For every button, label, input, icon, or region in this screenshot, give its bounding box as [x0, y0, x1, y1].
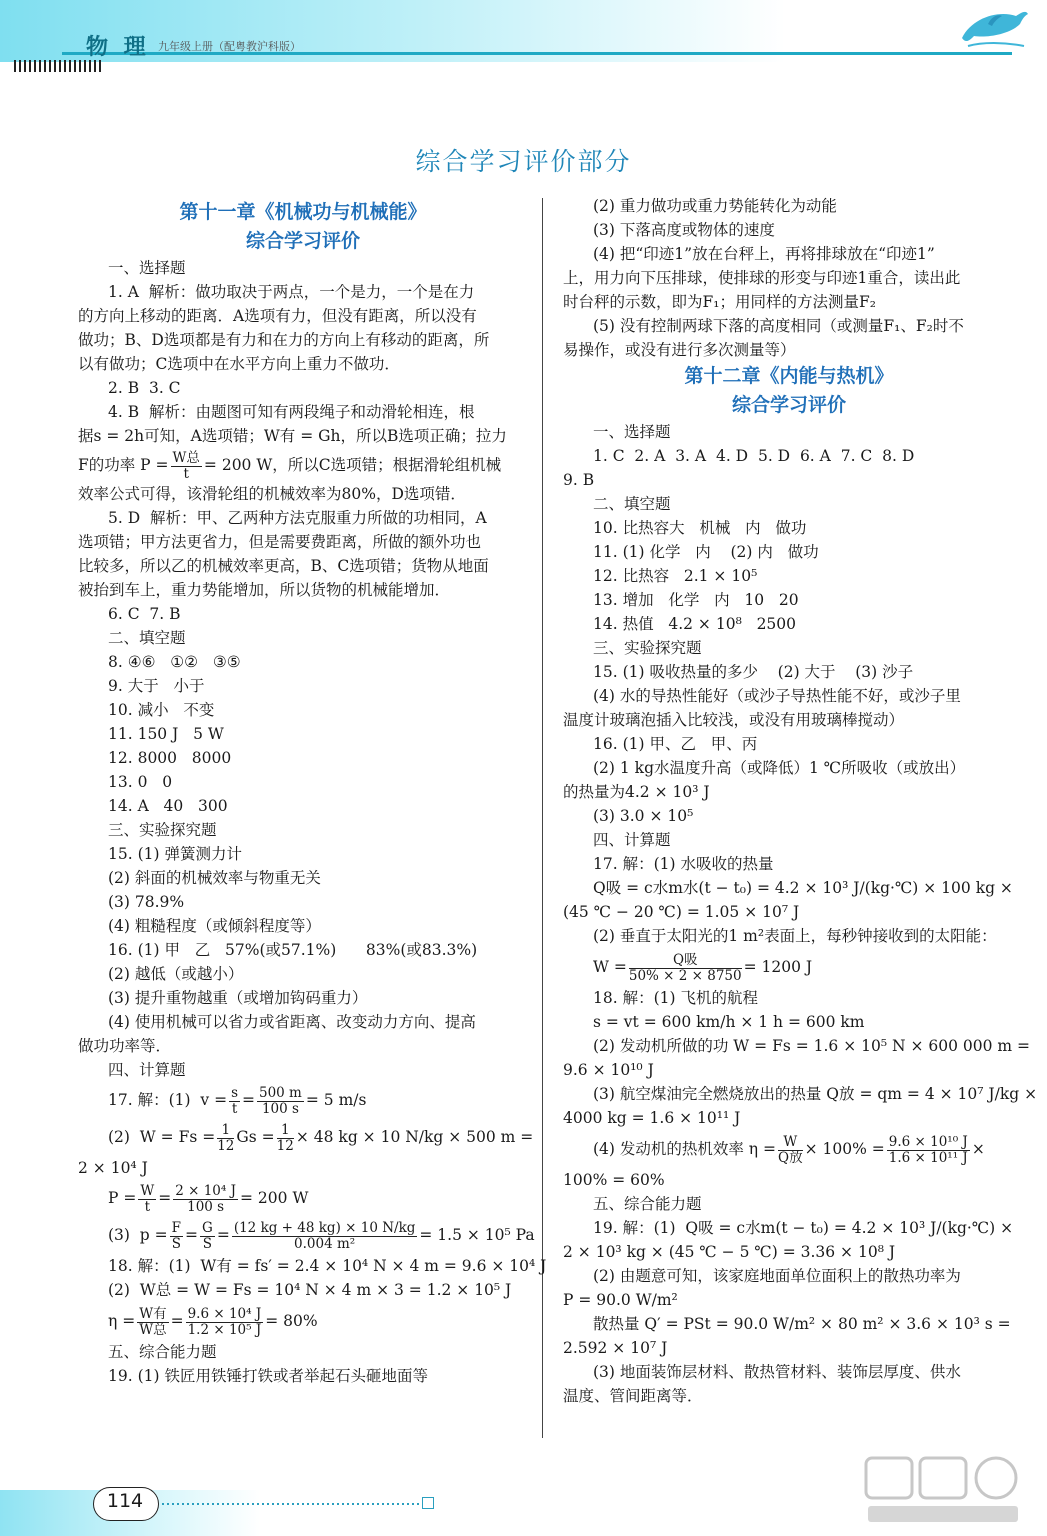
formula-line — [563, 1130, 1015, 1168]
formula-text: (3) p = — [108, 1226, 168, 1244]
formula-text: = 1.5 × 10⁵ Pa — [419, 1226, 535, 1244]
answer-line: 12. 比热容 2.1 × 10⁵ — [593, 567, 758, 585]
answer-line: 19. 解：(1) Q吸 = c水m(t − t₀) = 4.2 × 10³ J/(kg·℃) × — [593, 1219, 1014, 1237]
formula-line — [78, 1302, 528, 1340]
numerator: s — [231, 1084, 238, 1101]
answer-line: 9. 大于 小于 — [108, 677, 205, 695]
answer-line: (3) 78.9% — [108, 893, 185, 911]
answer-line: 19. (1) 铁匠用铁锤打铁或者举起石头砸地面等 — [108, 1367, 428, 1385]
answer-line: (3) 下落高度或物体的速度 — [593, 221, 775, 239]
chapter-11-subtitle: 综合学习评价 — [245, 230, 360, 252]
formula-text: = — [170, 1312, 184, 1330]
formula-text: W = — [593, 958, 627, 976]
answer-line: (2) 由题意可知，该家庭地面单位面积上的散热功率为 — [593, 1267, 961, 1285]
section-heading: 二、填空题 — [593, 495, 671, 513]
formula-text: = 1200 J — [743, 958, 813, 976]
numerator: 500 m — [259, 1084, 302, 1101]
fraction — [277, 1123, 294, 1154]
fraction — [173, 1184, 238, 1215]
numerator: 1 — [217, 1123, 234, 1139]
denominator: 50% × 2 × 8750 — [628, 967, 742, 984]
answer-line: 11. (1) 化学 内 (2) 内 做功 — [593, 543, 819, 561]
answer-line: 13. 增加 化学 内 10 20 — [593, 591, 799, 609]
section-heading: 一、选择题 — [593, 423, 671, 441]
answer-line: 比较多，所以乙的机械效率更高，B、C选项错；货物从地面 — [78, 557, 489, 575]
dolphin-logo-icon — [958, 4, 1030, 52]
answer-line: 2.592 × 10⁷ J — [563, 1339, 668, 1357]
fraction — [171, 451, 202, 482]
fraction — [232, 1221, 418, 1252]
left-column — [78, 198, 547, 1388]
formula-text: F的功率 P = — [78, 456, 169, 474]
formula-line — [78, 1216, 535, 1254]
numerator: 1 — [277, 1123, 294, 1139]
formula-text: = — [158, 1189, 172, 1207]
denominator: 100 s — [261, 1100, 299, 1117]
answer-line: 散热量 Q′ = PSt = 90.0 W/m² × 80 m² × 3.6 × 10³ s = — [593, 1315, 1011, 1333]
denominator: 12 — [217, 1137, 235, 1154]
section-heading: 二、填空题 — [108, 629, 186, 647]
answer-line: 9.6 × 10¹⁰ J — [563, 1061, 654, 1079]
numerator: F — [171, 1219, 182, 1236]
denominator: 100 s — [187, 1198, 225, 1215]
fraction — [887, 1135, 970, 1166]
formula-text: = — [185, 1226, 199, 1244]
answer-line: 9. B — [563, 471, 595, 489]
answer-line: (2) 重力做功或重力势能转化为动能 — [593, 197, 837, 215]
watermark-logo-icon — [858, 1450, 1028, 1528]
answer-line: 4. B 解析：由题图可知有两段绳子和动滑轮相连，根 — [108, 403, 475, 421]
fraction — [138, 1184, 156, 1215]
answer-line: 1. C 2. A 3. A 4. D 5. D 6. A 7. C 8. D — [593, 447, 915, 465]
denominator: 1.2 × 10⁵ J — [187, 1321, 262, 1338]
answer-line: 易操作，或没有进行多次测量等） — [563, 341, 796, 359]
denominator: 0.004 m² — [294, 1235, 356, 1252]
section-heading: 三、实验探究题 — [593, 639, 702, 657]
answer-line: 15. (1) 吸收热量的多少 (2) 大于 (3) 沙子 — [593, 663, 914, 681]
answer-line: 以有做功；C选项中在水平方向上重力不做功． — [78, 355, 400, 373]
numerator: 2 × 10⁴ J — [175, 1182, 237, 1199]
formula-line — [78, 1180, 528, 1216]
answer-line: Q吸 = c水m水(t − t₀) = 4.2 × 10³ J/(kg·℃) × 100 kg × — [593, 879, 1013, 897]
denominator: t — [144, 1198, 150, 1215]
chapter-12-subtitle: 综合学习评价 — [731, 394, 846, 416]
section-heading: 一、选择题 — [108, 259, 186, 277]
section-heading: 五、综合能力题 — [108, 1343, 217, 1361]
column-divider — [542, 198, 543, 1438]
formula-text: = 5 m/s — [305, 1091, 367, 1109]
fraction — [257, 1086, 304, 1117]
numerator: G — [202, 1219, 213, 1236]
answer-line: (5) 没有控制两球下落的高度相同（或测量F₁、F₂时不 — [593, 317, 964, 335]
formula-line — [563, 948, 1015, 986]
answer-line: 选项错；甲方法更省力，但是需要费距离，所做的额外功也 — [78, 533, 482, 551]
formula-text: (4) 发动机的热机效率 η = — [593, 1140, 777, 1158]
denominator: t — [183, 465, 189, 482]
numerator: 9.6 × 10⁴ J — [187, 1305, 262, 1322]
numerator: W — [140, 1182, 155, 1199]
answer-line: 上，用力向下压排球，使排球的形变与印迹1重合，读出此 — [563, 269, 961, 287]
answer-line: 做功；B、D选项都是有力和在力的方向上有移动的距离，所 — [78, 331, 490, 349]
numerator: Q吸 — [629, 953, 742, 969]
answer-line: 17. 解：(1) 水吸收的热量 — [593, 855, 774, 873]
header-barcode-decoration — [14, 60, 104, 72]
answer-line: 16. (1) 甲 乙 57%(或57.1%) 83%(或83.3%) — [108, 941, 478, 959]
formula-text: × 48 kg × 10 N/kg × 500 m = — [295, 1128, 534, 1146]
answer-line: (4) 粗糙程度（或倾斜程度等） — [108, 917, 321, 935]
formula-text: 17. 解：(1) v = — [108, 1091, 228, 1109]
answer-line: 18. 解：(1) W有 = fs′ = 2.4 × 10⁴ N × 4 m = 9.6 × 10⁴ J — [108, 1257, 547, 1275]
answer-line: 10. 减小 不变 — [108, 701, 215, 719]
answer-line: (2) 发动机所做的功 W = Fs = 1.6 × 10⁵ N × 600 000 m = — [593, 1037, 1031, 1055]
answer-line: 15. (1) 弹簧测力计 — [108, 845, 242, 863]
answer-line: 时台秤的示数，即为F₁；用同样的方法测量F₂ — [563, 293, 876, 311]
formula-text: P = — [108, 1189, 137, 1207]
answer-line: (3) 提升重物越重（或增加钩码重力） — [108, 989, 368, 1007]
footer-square-icon — [422, 1497, 434, 1509]
formula-text: × — [971, 1140, 985, 1158]
formula-line — [78, 448, 528, 482]
answer-line: 做功功率等． — [78, 1037, 172, 1055]
chapter-11-title: 第十一章《机械功与机械能》 — [179, 201, 427, 223]
answer-line: 的方向上移动的距离．A选项有力，但没有距离，所以没有 — [78, 307, 477, 325]
denominator: 12 — [276, 1137, 294, 1154]
denominator: t — [231, 1100, 238, 1117]
section-heading: 四、计算题 — [108, 1061, 186, 1079]
answer-line: 2 × 10³ kg × (45 ℃ − 5 ℃) = 3.36 × 10⁸ J — [563, 1243, 896, 1261]
answer-line: 5. D 解析：甲、乙两种方法克服重力所做的功相同，A — [108, 509, 487, 527]
answer-line: (2) 1 kg水温度升高（或降低）1 ℃所吸收（或放出） — [593, 759, 966, 777]
answer-line: 2 × 10⁴ J — [78, 1159, 148, 1177]
answer-line: 1. A 解析：做功取决于两点，一个是力，一个是在力 — [108, 283, 475, 301]
edition-label: 九年级上册（配粤教沪科版） — [158, 40, 301, 53]
formula-text: (2) W = Fs = — [108, 1128, 216, 1146]
answer-line: (2) 垂直于太阳光的1 m²表面上，每秒钟接收到的太阳能： — [593, 927, 997, 945]
page-title: 综合学习评价部分 — [415, 147, 632, 176]
fraction — [200, 1221, 215, 1252]
answer-line: 16. (1) 甲、乙 甲、丙 — [593, 735, 758, 753]
subject-title: 物 理 — [86, 34, 150, 60]
answer-line: 4000 kg = 1.6 × 10¹¹ J — [563, 1109, 741, 1127]
denominator: Q放 — [778, 1149, 803, 1166]
fraction — [229, 1086, 240, 1117]
denominator: W总 — [139, 1321, 167, 1338]
answer-line: (3) 航空煤油完全燃烧放出的热量 Q放 = qm = 4 × 10⁷ J/kg × — [593, 1085, 1038, 1103]
fraction — [170, 1221, 183, 1252]
answer-line: 100% = 60% — [563, 1171, 665, 1189]
answer-line: (4) 使用机械可以省力或省距离、改变动力方向、提高 — [108, 1013, 476, 1031]
fraction — [217, 1123, 234, 1154]
answer-line: 据s = 2h可知，A选项错；W有 = Gh，所以B选项正确；拉力 — [78, 427, 507, 445]
numerator: W有 — [139, 1305, 167, 1322]
formula-text: Gs = — [236, 1128, 275, 1146]
fraction — [629, 953, 742, 984]
answer-line: 温度、管间距离等． — [563, 1387, 703, 1405]
formula-text: η = — [108, 1312, 136, 1330]
footer-dotted-rule — [162, 1503, 420, 1505]
numerator: (12 kg + 48 kg) × 10 N/kg — [233, 1219, 416, 1236]
numerator: 9.6 × 10¹⁰ J — [888, 1133, 968, 1150]
formula-line — [78, 1118, 534, 1156]
answer-line: (2) 越低（或越小） — [108, 965, 244, 983]
chapter-12-title: 第十二章《内能与热机》 — [684, 365, 894, 387]
answer-line: 14. A 40 300 — [108, 797, 228, 815]
answer-line: 13. 0 0 — [108, 773, 173, 791]
formula-line — [78, 1082, 528, 1118]
fraction — [186, 1307, 264, 1338]
denominator: 1.6 × 10¹¹ J — [888, 1149, 968, 1166]
right-column — [563, 194, 1038, 1408]
answer-line: 6. C 7. B — [108, 605, 181, 623]
answer-line: 10. 比热容大 机械 内 做功 — [593, 519, 807, 537]
formula-text: = — [216, 1226, 230, 1244]
formula-text: = — [242, 1091, 255, 1109]
section-heading: 五、综合能力题 — [593, 1195, 702, 1213]
section-heading: 四、计算题 — [593, 831, 671, 849]
answer-line: (3) 3.0 × 10⁵ — [593, 807, 694, 825]
answer-line: 温度计玻璃泡插入比较浅，或没有用玻璃棒搅动） — [563, 711, 905, 729]
answer-line: (45 ℃ − 20 ℃) = 1.05 × 10⁷ J — [563, 903, 800, 921]
answer-line: 效率公式可得，该滑轮组的机械效率为80%，D选项错． — [78, 485, 466, 503]
answer-line: 18. 解：(1) 飞机的航程 — [593, 989, 758, 1007]
answer-line: (3) 地面装饰层材料、散热管材料、装饰层厚度、供水 — [593, 1363, 961, 1381]
answer-line: 11. 150 J 5 W — [108, 725, 224, 743]
answer-line: 8. ④⑥ ①② ③⑤ — [108, 653, 241, 671]
answer-line: 的热量为4.2 × 10³ J — [563, 783, 710, 801]
answer-line: P = 90.0 W/m² — [563, 1291, 678, 1309]
fraction — [778, 1135, 803, 1166]
answer-line: 14. 热值 4.2 × 10⁸ 2500 — [593, 615, 797, 633]
answer-line: s = vt = 600 km/h × 1 h = 600 km — [593, 1013, 865, 1031]
answer-line: (4) 水的导热性能好（或沙子导热性能不好，或沙子里 — [593, 687, 961, 705]
answer-line: (4) 把“印迹1”放在台秤上，再将排球放在“印迹1” — [593, 245, 935, 263]
answer-line: 2. B 3. C — [108, 379, 181, 397]
formula-text: = 200 W，所以C选项错；根据滑轮组机械 — [203, 456, 502, 474]
numerator: W — [778, 1135, 803, 1151]
numerator: W总 — [172, 449, 200, 466]
denominator: S — [171, 1235, 181, 1252]
answer-line: (2) W总 = W = Fs = 10⁴ N × 4 m × 3 = 1.2 × 10⁵ J — [108, 1281, 512, 1299]
page-number: 114 — [106, 1490, 144, 1512]
formula-text: = 200 W — [240, 1189, 309, 1207]
denominator: S — [202, 1235, 213, 1252]
section-heading: 三、实验探究题 — [108, 821, 217, 839]
answer-line: (2) 斜面的机械效率与物重无关 — [108, 869, 321, 887]
fraction — [137, 1307, 168, 1338]
answer-line: 12. 8000 8000 — [108, 749, 232, 767]
formula-text: × 100% = — [804, 1140, 885, 1158]
formula-text: = 80% — [265, 1312, 318, 1330]
answer-line: 被抬到车上，重力势能增加，所以货物的机械能增加． — [78, 581, 451, 599]
